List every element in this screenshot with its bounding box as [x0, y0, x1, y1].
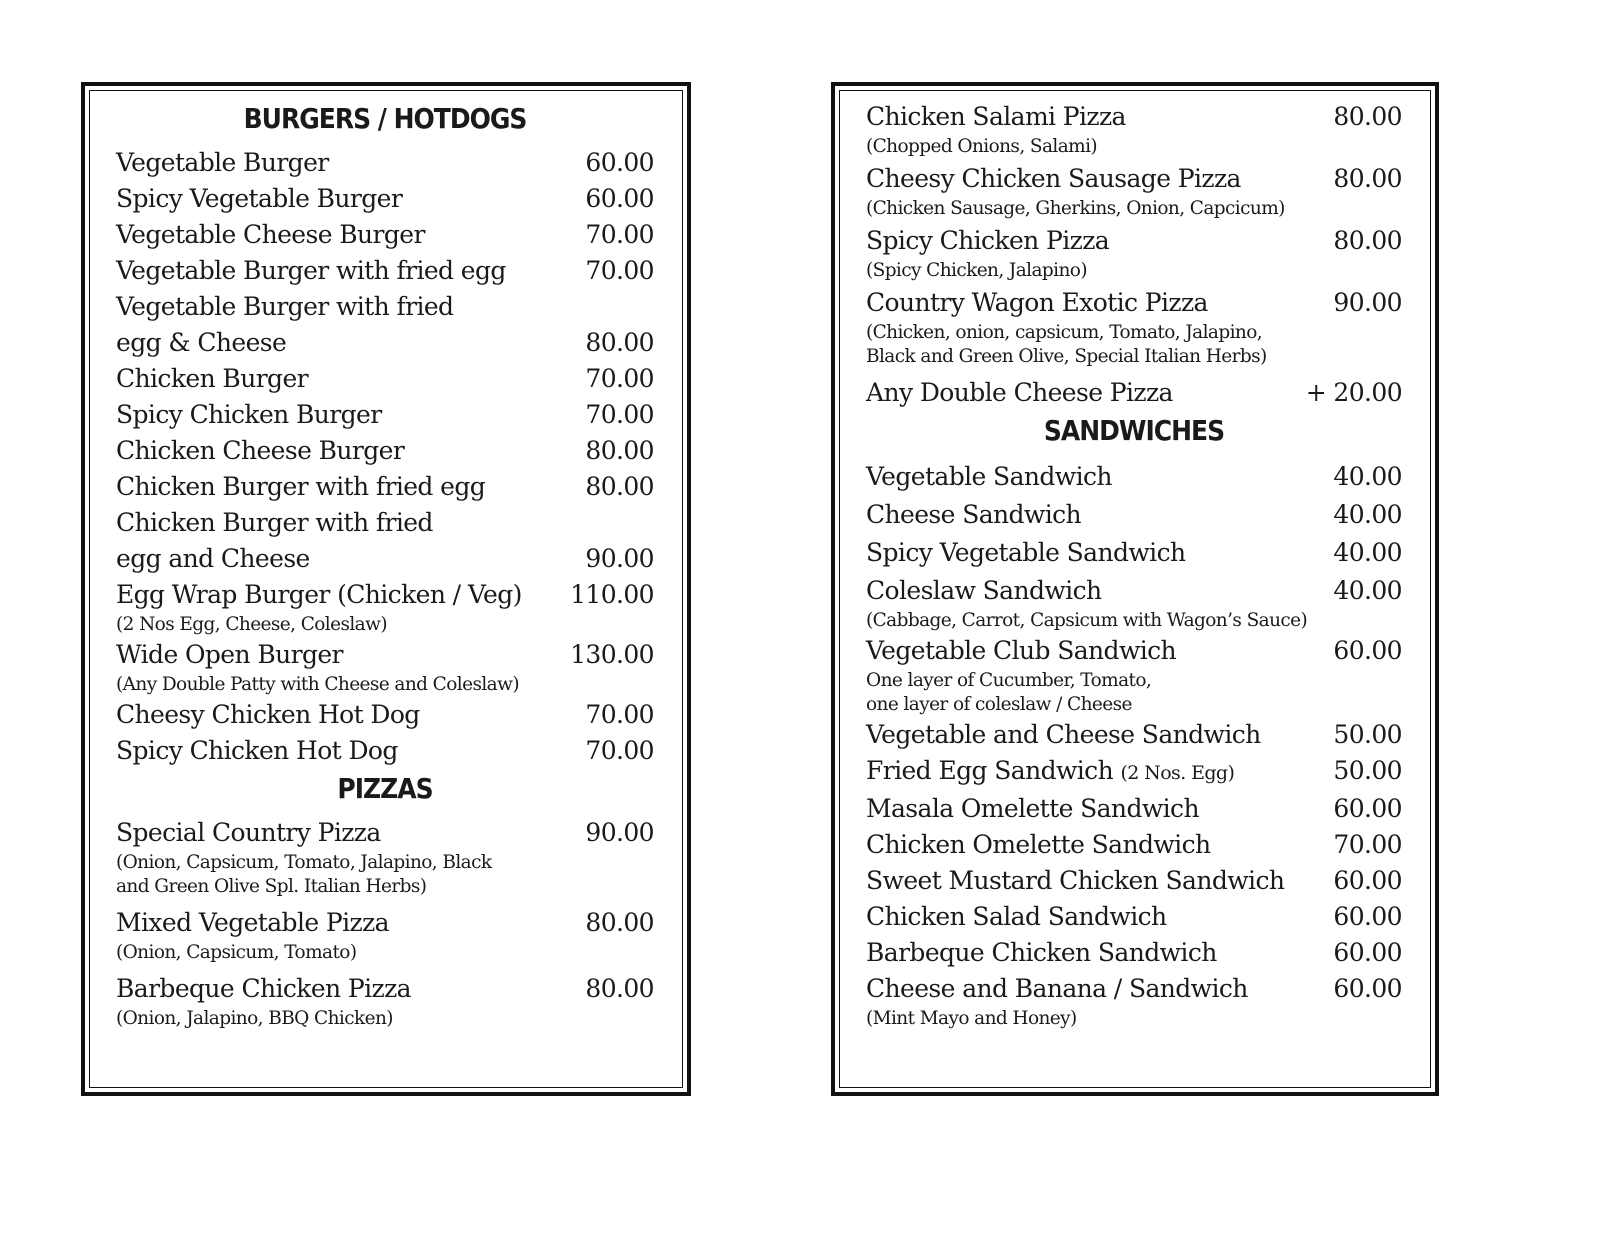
section-title-pizzas: PIZZAS [337, 772, 433, 805]
item-name: Masala Omelette Sandwich [866, 794, 1199, 823]
item-name: Vegetable and Cheese Sandwich [866, 720, 1261, 749]
item-price: 90.00 [585, 818, 654, 847]
menu-item [116, 815, 654, 851]
item-name: Chicken Burger with fried [116, 508, 433, 537]
item-name: Any Double Cheese Pizza [866, 378, 1173, 407]
item-name: Chicken Salad Sandwich [866, 902, 1167, 931]
item-price: 60.00 [1333, 636, 1402, 665]
item-name: Cheese and Banana / Sandwich [866, 974, 1248, 1003]
menu-item [116, 361, 654, 397]
item-description: one layer of coleslaw / Cheese [866, 694, 1132, 715]
item-price: 80.00 [585, 908, 654, 937]
menu-item [116, 733, 654, 769]
item-price: 60.00 [585, 148, 654, 177]
item-description: (Chicken, onion, capsicum, Tomato, Jalapino, [866, 322, 1263, 343]
menu-item [116, 217, 654, 253]
item-name: Barbeque Chicken Sandwich [866, 938, 1217, 967]
item-description: (2 Nos Egg, Cheese, Coleslaw) [116, 614, 387, 635]
item-name: Egg Wrap Burger (Chicken / Veg) [116, 580, 522, 609]
item-inline-note: (2 Nos. Egg) [1120, 762, 1235, 784]
item-name: Spicy Chicken Hot Dog [116, 736, 398, 765]
section-title-sandwiches: SANDWICHES [1043, 414, 1225, 447]
item-price: 70.00 [585, 364, 654, 393]
item-price: 80.00 [1333, 226, 1402, 255]
item-description: (Cabbage, Carrot, Capsicum with Wagon’s Sauce) [866, 610, 1308, 631]
menu-item [116, 469, 654, 505]
item-name: Cheesy Chicken Sausage Pizza [866, 164, 1241, 193]
item-name: Spicy Chicken Burger [116, 400, 382, 429]
item-name: Special Country Pizza [116, 818, 381, 847]
item-description: (Spicy Chicken, Jalapino) [866, 260, 1087, 281]
menu-item [116, 433, 654, 469]
item-name: egg and Cheese [116, 544, 310, 573]
item-name: Cheese Sandwich [866, 500, 1082, 529]
menu-item [116, 145, 654, 181]
item-description: (Chicken Sausage, Gherkins, Onion, Capcicum) [866, 198, 1285, 219]
item-price: 80.00 [1333, 164, 1402, 193]
item-price: 80.00 [585, 436, 654, 465]
menu-item [866, 161, 1402, 197]
item-name: Chicken Burger [116, 364, 308, 393]
menu-item [866, 573, 1402, 609]
item-price: 70.00 [585, 256, 654, 285]
menu-item [116, 181, 654, 217]
item-description: (Onion, Capsicum, Tomato, Jalapino, Black [116, 852, 492, 873]
item-name: Mixed Vegetable Pizza [116, 908, 389, 937]
menu-panel-left-inner [89, 90, 683, 1088]
menu-item [866, 971, 1402, 1007]
item-price: 50.00 [1333, 756, 1402, 785]
item-name: Sweet Mustard Chicken Sandwich [866, 866, 1285, 895]
item-name: Chicken Omelette Sandwich [866, 830, 1211, 859]
item-name: Chicken Salami Pizza [866, 102, 1126, 131]
menu-item [866, 935, 1402, 971]
item-description: (Onion, Capsicum, Tomato) [116, 942, 357, 963]
menu-item [116, 253, 654, 289]
menu-item [866, 827, 1402, 863]
menu-item [116, 397, 654, 433]
item-price: 80.00 [585, 974, 654, 1003]
item-price: 60.00 [585, 184, 654, 213]
item-price: 80.00 [585, 328, 654, 357]
item-price: 70.00 [585, 736, 654, 765]
item-name: egg & Cheese [116, 328, 287, 357]
item-description: (Mint Mayo and Honey) [866, 1008, 1077, 1029]
item-description: and Green Olive Spl. Italian Herbs) [116, 876, 427, 897]
menu-item [116, 637, 654, 673]
menu-panel-right-inner [839, 90, 1431, 1088]
menu-item [116, 905, 654, 941]
menu-item [116, 697, 654, 733]
item-price: 40.00 [1333, 576, 1402, 605]
item-name: Wide Open Burger [116, 640, 343, 669]
menu-item-line1 [116, 505, 654, 541]
item-price: 90.00 [585, 544, 654, 573]
item-price: 130.00 [570, 640, 654, 669]
item-name: Vegetable Cheese Burger [116, 220, 425, 249]
menu-item [116, 971, 654, 1007]
item-description: (Onion, Jalapino, BBQ Chicken) [116, 1008, 393, 1029]
item-price: 70.00 [1333, 830, 1402, 859]
item-name: Vegetable Burger with fried [116, 292, 454, 321]
item-name: Spicy Chicken Pizza [866, 226, 1110, 255]
item-price: 60.00 [1333, 974, 1402, 1003]
item-price: 40.00 [1333, 462, 1402, 491]
item-name: Country Wagon Exotic Pizza [866, 288, 1208, 317]
item-name-text: Fried Egg Sandwich [866, 756, 1114, 785]
item-price: 70.00 [585, 220, 654, 249]
item-price: + 20.00 [1305, 378, 1402, 407]
item-name: Chicken Cheese Burger [116, 436, 405, 465]
menu-item-line2 [116, 325, 654, 361]
item-name: Cheesy Chicken Hot Dog [116, 700, 420, 729]
item-description: (Chopped Onions, Salami) [866, 136, 1098, 157]
menu-item-line2 [116, 541, 654, 577]
item-name: Chicken Burger with fried egg [116, 472, 486, 501]
item-name: Vegetable Burger [116, 148, 329, 177]
item-price: 110.00 [570, 580, 654, 609]
item-description: One layer of Cucumber, Tomato, [866, 670, 1152, 691]
menu-item [866, 497, 1402, 533]
menu-item [116, 577, 654, 613]
item-name: Vegetable Club Sandwich [866, 636, 1177, 665]
menu-item [866, 753, 1402, 791]
item-name: Barbeque Chicken Pizza [116, 974, 411, 1003]
menu-item [866, 285, 1402, 321]
item-name: Spicy Vegetable Sandwich [866, 538, 1186, 567]
menu-item [866, 791, 1402, 827]
item-name: Vegetable Burger with fried egg [116, 256, 506, 285]
menu-item [866, 459, 1402, 495]
menu-item-line1 [116, 289, 654, 325]
menu-item [866, 899, 1402, 935]
item-price: 80.00 [1333, 102, 1402, 131]
menu-item [866, 535, 1402, 571]
menu-item [866, 863, 1402, 899]
item-price: 70.00 [585, 700, 654, 729]
item-price: 60.00 [1333, 902, 1402, 931]
item-description: (Any Double Patty with Cheese and Coleslaw) [116, 674, 519, 695]
item-description: Black and Green Olive, Special Italian Herbs) [866, 346, 1267, 367]
item-price: 90.00 [1333, 288, 1402, 317]
item-price: 60.00 [1333, 866, 1402, 895]
item-name [866, 753, 1333, 791]
item-name: Coleslaw Sandwich [866, 576, 1102, 605]
item-price: 40.00 [1333, 538, 1402, 567]
item-price: 60.00 [1333, 794, 1402, 823]
item-name: Spicy Vegetable Burger [116, 184, 403, 213]
menu-item [866, 633, 1402, 669]
menu-item [866, 717, 1402, 753]
item-price: 40.00 [1333, 500, 1402, 529]
item-price: 50.00 [1333, 720, 1402, 749]
menu-item [866, 99, 1402, 135]
section-title-burgers-hotdogs: BURGERS / HOTDOGS [243, 102, 527, 135]
menu-panel-right [831, 82, 1439, 1096]
item-price: 70.00 [585, 400, 654, 429]
item-price: 60.00 [1333, 938, 1402, 967]
item-price: 80.00 [585, 472, 654, 501]
menu-item [866, 375, 1402, 411]
item-name: Vegetable Sandwich [866, 462, 1112, 491]
menu-panel-left [81, 82, 691, 1096]
menu-item [866, 223, 1402, 259]
